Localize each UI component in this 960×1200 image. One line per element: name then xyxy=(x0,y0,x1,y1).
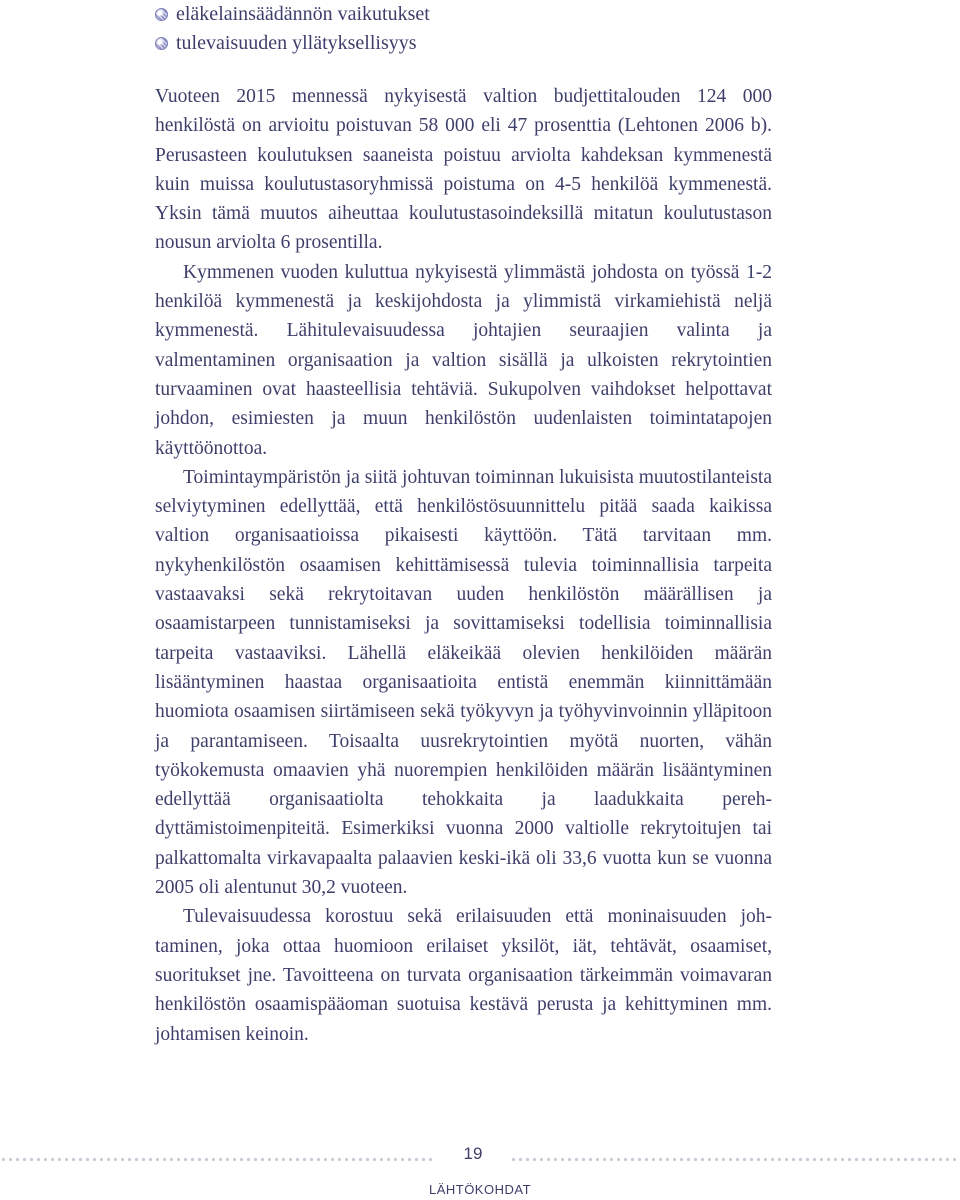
paragraph: Tulevaisuudessa korostuu sekä erilaisuuden että moninaisuuden johtaminen, joka ottaa huomioon erilaiset yksilöt, iät, tehtävät, osaamiset, suoritukset jne. Tavoitteena on turvata organisaation tärkeimmän voimavaran henkilöstön osaamispääoman suotuisa kestävä perusta ja kehittyminen mm. johtamisen keinoin. xyxy=(155,906,772,1045)
paragraph: Vuoteen 2015 mennessä nykyisestä valtion budjettitalouden 124 000 henkilöstä on arvioitu poistuvan 58 000 eli 47 prosenttia (Lehtonen 2006 b). Perusasteen koulutuksen saaneista poistuu arviolta kahdeksan kymmenestä kuin muissa koulutustasoryhmissä poistuma on 4-5 henkilöä kymmenestä. Yksin tämä muutos aiheuttaa koulutustasoindeksillä mitatun koulutustason nousun arviolta 6 prosentilla. xyxy=(155,86,772,254)
bullet-text: eläkelainsäädännön vaikutukset xyxy=(176,3,430,25)
body-text xyxy=(155,82,772,1049)
footer-dotted-rule-left xyxy=(0,1157,436,1162)
bullet-circle-icon xyxy=(155,37,168,50)
paragraph: Toimintaympäristön ja siitä johtuvan toiminnan lukuisista muutostilanteista selviytyminen edellyttää, että henkilöstösuunnittelu pitää saada kaikissa valtion organisaatioissa pikaisesti käyttöön. Tätä tarvitaan mm. nykyhenkilöstön osaamisen kehittämisessä tulevia toiminnallisia tarpeita vastaavaksi sekä rekrytoitavan uuden henkilöstön määrällisen ja osaamistarpeen tunnistamiseksi ja sovittamiseksi todellisia toiminnallisia tarpeita vastaaviksi. Lähellä eläkeikää olevien henkilöiden määrän lisääntyminen haastaa organisaatioita entistä enemmän kiinnittämään huomiota osaamisen siirtämiseen sekä työkyvyn ja työhyvinvoinnin ylläpitoon ja parantamiseen. Toisaalta uusrekrytointien myötä nuorten, vähän työkokemusta omaavien yhä nuorempien henkilöiden määrän lisääntyminen edellyttää organisaatiolta tehokkaita ja laadukkaita perehdyttämistoimenpiteitä. Esimerkiksi vuonna 2000 valtiolle rekrytoitujen tai palkattomalta virkavapaalta palaavien keski-ikä oli 33,6 vuotta kun se vuonna 2005 oli alentunut 30,2 vuoteen. xyxy=(155,466,772,899)
bullet-item xyxy=(153,0,793,29)
bullet-item xyxy=(153,29,793,58)
bullet-list xyxy=(153,0,793,58)
bullet-circle-icon xyxy=(155,8,168,21)
paragraph: Kymmenen vuoden kuluttua nykyisestä ylimmästä johdosta on työssä 1-2 henkilöä kymmenestä ja keskijohdosta ja ylimmistä virkamiehistä neljä kymmenestä. Lähitulevaisuudessa johtajien seuraajien valinta ja valmentaminen organisaation ja valtion sisällä ja ulkoisten rekrytointien turvaaminen ovat haasteellisia tehtäviä. Sukupolven vaihdokset helpottavat johdon, esimiesten ja muun henkilöstön uudenlaisten toimintatapojen käyttöönottoa. xyxy=(155,261,772,459)
footer-dotted-rule-right xyxy=(510,1157,960,1162)
page-number: 19 xyxy=(463,1144,483,1163)
bullet-text: tulevaisuuden yllätyksellisyys xyxy=(176,32,417,54)
footer-section-title: LÄHTÖKOHDAT xyxy=(428,1182,532,1197)
